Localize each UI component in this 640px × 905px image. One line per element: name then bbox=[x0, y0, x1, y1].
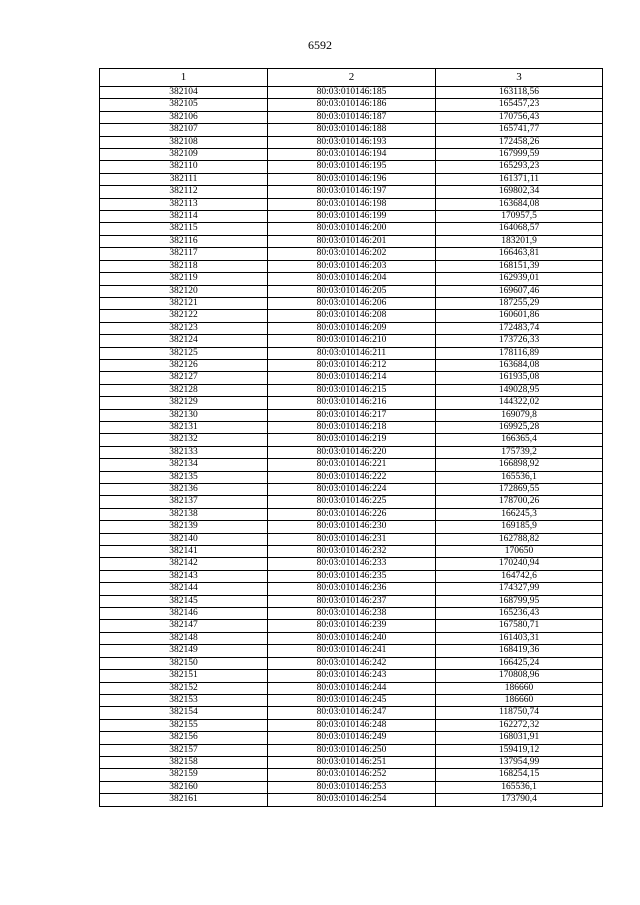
cell-cadastral-number: 80:03:010146:239 bbox=[268, 620, 436, 632]
table-row bbox=[100, 372, 603, 384]
cell-cadastral-number: 80:03:010146:214 bbox=[268, 372, 436, 384]
cell-cadastral-number: 80:03:010146:212 bbox=[268, 359, 436, 371]
table-body bbox=[100, 87, 603, 807]
table-row bbox=[100, 484, 603, 496]
cell-record-number: 382147 bbox=[100, 620, 268, 632]
table-row bbox=[100, 508, 603, 520]
cell-cadastral-number: 80:03:010146:222 bbox=[268, 471, 436, 483]
cell-record-number: 382127 bbox=[100, 372, 268, 384]
cell-value: 161371,11 bbox=[436, 173, 603, 185]
cell-value: 137954,99 bbox=[436, 756, 603, 768]
cell-value: 166898,92 bbox=[436, 459, 603, 471]
cell-cadastral-number: 80:03:010146:249 bbox=[268, 732, 436, 744]
cell-value: 168799,95 bbox=[436, 595, 603, 607]
cell-cadastral-number: 80:03:010146:236 bbox=[268, 583, 436, 595]
cell-record-number: 382161 bbox=[100, 794, 268, 806]
table-row bbox=[100, 111, 603, 123]
table-row bbox=[100, 632, 603, 644]
cell-cadastral-number: 80:03:010146:220 bbox=[268, 446, 436, 458]
cell-cadastral-number: 80:03:010146:206 bbox=[268, 297, 436, 309]
cell-record-number: 382107 bbox=[100, 124, 268, 136]
cell-cadastral-number: 80:03:010146:216 bbox=[268, 397, 436, 409]
cell-record-number: 382150 bbox=[100, 657, 268, 669]
cell-cadastral-number: 80:03:010146:225 bbox=[268, 496, 436, 508]
cell-record-number: 382105 bbox=[100, 99, 268, 111]
cell-value: 169802,34 bbox=[436, 186, 603, 198]
cell-cadastral-number: 80:03:010146:215 bbox=[268, 384, 436, 396]
table-row bbox=[100, 645, 603, 657]
cell-value: 173726,33 bbox=[436, 335, 603, 347]
cell-record-number: 382138 bbox=[100, 508, 268, 520]
cell-record-number: 382158 bbox=[100, 756, 268, 768]
cell-record-number: 382129 bbox=[100, 397, 268, 409]
cell-record-number: 382141 bbox=[100, 546, 268, 558]
cell-value: 163684,08 bbox=[436, 359, 603, 371]
cell-record-number: 382143 bbox=[100, 570, 268, 582]
cell-cadastral-number: 80:03:010146:237 bbox=[268, 595, 436, 607]
table-row bbox=[100, 409, 603, 421]
cell-cadastral-number: 80:03:010146:196 bbox=[268, 173, 436, 185]
cell-value: 172483,74 bbox=[436, 322, 603, 334]
cell-cadastral-number: 80:03:010146:211 bbox=[268, 347, 436, 359]
cell-cadastral-number: 80:03:010146:248 bbox=[268, 719, 436, 731]
cell-record-number: 382157 bbox=[100, 744, 268, 756]
cell-value: 178700,26 bbox=[436, 496, 603, 508]
column-header-2: 2 bbox=[268, 69, 436, 87]
table-row bbox=[100, 235, 603, 247]
table-row bbox=[100, 583, 603, 595]
table-row bbox=[100, 546, 603, 558]
cell-record-number: 382140 bbox=[100, 533, 268, 545]
cell-cadastral-number: 80:03:010146:185 bbox=[268, 87, 436, 99]
cell-record-number: 382148 bbox=[100, 632, 268, 644]
cell-record-number: 382160 bbox=[100, 781, 268, 793]
table-row bbox=[100, 347, 603, 359]
header-row bbox=[100, 69, 603, 87]
cell-cadastral-number: 80:03:010146:251 bbox=[268, 756, 436, 768]
cell-cadastral-number: 80:03:010146:233 bbox=[268, 558, 436, 570]
table-row bbox=[100, 297, 603, 309]
cell-value: 166245,3 bbox=[436, 508, 603, 520]
cell-value: 165741,77 bbox=[436, 124, 603, 136]
table-row bbox=[100, 211, 603, 223]
table-row bbox=[100, 781, 603, 793]
table-row bbox=[100, 459, 603, 471]
table-row bbox=[100, 248, 603, 260]
cell-cadastral-number: 80:03:010146:202 bbox=[268, 248, 436, 260]
cell-value: 166365,4 bbox=[436, 434, 603, 446]
cell-value: 167580,71 bbox=[436, 620, 603, 632]
cell-record-number: 382125 bbox=[100, 347, 268, 359]
cell-record-number: 382149 bbox=[100, 645, 268, 657]
cell-value: 162939,01 bbox=[436, 273, 603, 285]
cell-cadastral-number: 80:03:010146:242 bbox=[268, 657, 436, 669]
cell-record-number: 382146 bbox=[100, 608, 268, 620]
table-row bbox=[100, 359, 603, 371]
cell-value: 169079,8 bbox=[436, 409, 603, 421]
cell-record-number: 382117 bbox=[100, 248, 268, 260]
cell-record-number: 382130 bbox=[100, 409, 268, 421]
cell-cadastral-number: 80:03:010146:197 bbox=[268, 186, 436, 198]
cell-record-number: 382123 bbox=[100, 322, 268, 334]
cell-cadastral-number: 80:03:010146:241 bbox=[268, 645, 436, 657]
cell-cadastral-number: 80:03:010146:187 bbox=[268, 111, 436, 123]
cell-cadastral-number: 80:03:010146:198 bbox=[268, 198, 436, 210]
cell-value: 167999,59 bbox=[436, 149, 603, 161]
cell-record-number: 382156 bbox=[100, 732, 268, 744]
cell-value: 159419,12 bbox=[436, 744, 603, 756]
cell-record-number: 382114 bbox=[100, 211, 268, 223]
cell-cadastral-number: 80:03:010146:203 bbox=[268, 260, 436, 272]
cell-record-number: 382139 bbox=[100, 521, 268, 533]
cell-value: 186660 bbox=[436, 694, 603, 706]
cell-value: 170756,43 bbox=[436, 111, 603, 123]
cell-value: 165536,1 bbox=[436, 781, 603, 793]
cell-record-number: 382126 bbox=[100, 359, 268, 371]
cell-record-number: 382155 bbox=[100, 719, 268, 731]
cell-value: 165293,23 bbox=[436, 161, 603, 173]
table-row bbox=[100, 682, 603, 694]
cell-record-number: 382152 bbox=[100, 682, 268, 694]
cell-cadastral-number: 80:03:010146:210 bbox=[268, 335, 436, 347]
cell-cadastral-number: 80:03:010146:195 bbox=[268, 161, 436, 173]
cell-value: 161935,08 bbox=[436, 372, 603, 384]
cell-value: 118750,74 bbox=[436, 707, 603, 719]
cell-record-number: 382134 bbox=[100, 459, 268, 471]
cell-record-number: 382136 bbox=[100, 484, 268, 496]
cell-record-number: 382104 bbox=[100, 87, 268, 99]
table-row bbox=[100, 99, 603, 111]
cell-record-number: 382131 bbox=[100, 421, 268, 433]
table-row bbox=[100, 620, 603, 632]
cell-record-number: 382120 bbox=[100, 285, 268, 297]
cell-cadastral-number: 80:03:010146:204 bbox=[268, 273, 436, 285]
table-row bbox=[100, 260, 603, 272]
column-header-1: 1 bbox=[100, 69, 268, 87]
cell-record-number: 382128 bbox=[100, 384, 268, 396]
cell-record-number: 382135 bbox=[100, 471, 268, 483]
cell-record-number: 382122 bbox=[100, 310, 268, 322]
table-row bbox=[100, 744, 603, 756]
cell-record-number: 382116 bbox=[100, 235, 268, 247]
cell-cadastral-number: 80:03:010146:247 bbox=[268, 707, 436, 719]
cell-cadastral-number: 80:03:010146:201 bbox=[268, 235, 436, 247]
table-row bbox=[100, 732, 603, 744]
cell-value: 169185,9 bbox=[436, 521, 603, 533]
cell-cadastral-number: 80:03:010146:235 bbox=[268, 570, 436, 582]
cell-cadastral-number: 80:03:010146:193 bbox=[268, 136, 436, 148]
cell-record-number: 382153 bbox=[100, 694, 268, 706]
cell-value: 187255,29 bbox=[436, 297, 603, 309]
cell-value: 164742,6 bbox=[436, 570, 603, 582]
cell-record-number: 382145 bbox=[100, 595, 268, 607]
table-row bbox=[100, 794, 603, 806]
cell-value: 169607,46 bbox=[436, 285, 603, 297]
table-row bbox=[100, 434, 603, 446]
cell-value: 166463,81 bbox=[436, 248, 603, 260]
cell-cadastral-number: 80:03:010146:194 bbox=[268, 149, 436, 161]
cell-value: 163684,08 bbox=[436, 198, 603, 210]
table-row bbox=[100, 719, 603, 731]
table-row bbox=[100, 446, 603, 458]
cell-cadastral-number: 80:03:010146:226 bbox=[268, 508, 436, 520]
cell-value: 178116,89 bbox=[436, 347, 603, 359]
table-row bbox=[100, 595, 603, 607]
cell-cadastral-number: 80:03:010146:218 bbox=[268, 421, 436, 433]
cell-cadastral-number: 80:03:010146:205 bbox=[268, 285, 436, 297]
data-table bbox=[99, 68, 603, 807]
cell-record-number: 382154 bbox=[100, 707, 268, 719]
table-row bbox=[100, 335, 603, 347]
cell-record-number: 382124 bbox=[100, 335, 268, 347]
table-row bbox=[100, 657, 603, 669]
cell-record-number: 382115 bbox=[100, 223, 268, 235]
table-row bbox=[100, 471, 603, 483]
table-row bbox=[100, 707, 603, 719]
table-row bbox=[100, 285, 603, 297]
cell-record-number: 382106 bbox=[100, 111, 268, 123]
cell-record-number: 382133 bbox=[100, 446, 268, 458]
cell-record-number: 382144 bbox=[100, 583, 268, 595]
cell-record-number: 382132 bbox=[100, 434, 268, 446]
table-row bbox=[100, 533, 603, 545]
cell-value: 164068,57 bbox=[436, 223, 603, 235]
page-number: 6592 bbox=[308, 38, 332, 52]
cell-cadastral-number: 80:03:010146:208 bbox=[268, 310, 436, 322]
cell-value: 162272,32 bbox=[436, 719, 603, 731]
cell-value: 172458,26 bbox=[436, 136, 603, 148]
cell-cadastral-number: 80:03:010146:230 bbox=[268, 521, 436, 533]
table-row bbox=[100, 322, 603, 334]
table-row bbox=[100, 198, 603, 210]
cell-cadastral-number: 80:03:010146:209 bbox=[268, 322, 436, 334]
table-row bbox=[100, 670, 603, 682]
table-row bbox=[100, 173, 603, 185]
table-row bbox=[100, 310, 603, 322]
cell-value: 186660 bbox=[436, 682, 603, 694]
cell-cadastral-number: 80:03:010146:238 bbox=[268, 608, 436, 620]
cell-record-number: 382118 bbox=[100, 260, 268, 272]
table-row bbox=[100, 608, 603, 620]
cell-value: 168419,36 bbox=[436, 645, 603, 657]
cell-record-number: 382112 bbox=[100, 186, 268, 198]
cell-value: 149028,95 bbox=[436, 384, 603, 396]
cell-cadastral-number: 80:03:010146:221 bbox=[268, 459, 436, 471]
cell-record-number: 382137 bbox=[100, 496, 268, 508]
cell-cadastral-number: 80:03:010146:245 bbox=[268, 694, 436, 706]
cell-record-number: 382119 bbox=[100, 273, 268, 285]
cell-value: 165236,43 bbox=[436, 608, 603, 620]
table-row bbox=[100, 397, 603, 409]
cell-cadastral-number: 80:03:010146:217 bbox=[268, 409, 436, 421]
cell-value: 170650 bbox=[436, 546, 603, 558]
table-row bbox=[100, 558, 603, 570]
cell-value: 162788,82 bbox=[436, 533, 603, 545]
cell-cadastral-number: 80:03:010146:232 bbox=[268, 546, 436, 558]
cell-cadastral-number: 80:03:010146:240 bbox=[268, 632, 436, 644]
table-row bbox=[100, 273, 603, 285]
table-row bbox=[100, 136, 603, 148]
cell-value: 174327,99 bbox=[436, 583, 603, 595]
cell-value: 175739,2 bbox=[436, 446, 603, 458]
cell-value: 166425,24 bbox=[436, 657, 603, 669]
cell-record-number: 382109 bbox=[100, 149, 268, 161]
table-row bbox=[100, 756, 603, 768]
cell-record-number: 382113 bbox=[100, 198, 268, 210]
cell-record-number: 382108 bbox=[100, 136, 268, 148]
cell-value: 165457,23 bbox=[436, 99, 603, 111]
cell-record-number: 382121 bbox=[100, 297, 268, 309]
cell-cadastral-number: 80:03:010146:243 bbox=[268, 670, 436, 682]
cell-value: 168151,39 bbox=[436, 260, 603, 272]
cell-cadastral-number: 80:03:010146:244 bbox=[268, 682, 436, 694]
cell-cadastral-number: 80:03:010146:231 bbox=[268, 533, 436, 545]
cell-value: 160601,86 bbox=[436, 310, 603, 322]
cell-value: 161403,31 bbox=[436, 632, 603, 644]
cell-value: 163118,56 bbox=[436, 87, 603, 99]
cell-cadastral-number: 80:03:010146:253 bbox=[268, 781, 436, 793]
cell-cadastral-number: 80:03:010146:188 bbox=[268, 124, 436, 136]
table-row bbox=[100, 87, 603, 99]
cell-value: 168031,91 bbox=[436, 732, 603, 744]
table-row bbox=[100, 161, 603, 173]
cell-cadastral-number: 80:03:010146:252 bbox=[268, 769, 436, 781]
cell-cadastral-number: 80:03:010146:250 bbox=[268, 744, 436, 756]
cell-value: 165536,1 bbox=[436, 471, 603, 483]
table-row bbox=[100, 421, 603, 433]
table-row bbox=[100, 694, 603, 706]
cell-value: 169925,28 bbox=[436, 421, 603, 433]
table-row bbox=[100, 769, 603, 781]
cell-value: 183201,9 bbox=[436, 235, 603, 247]
cell-record-number: 382111 bbox=[100, 173, 268, 185]
cell-value: 172869,55 bbox=[436, 484, 603, 496]
cell-cadastral-number: 80:03:010146:219 bbox=[268, 434, 436, 446]
table-row bbox=[100, 149, 603, 161]
table-row bbox=[100, 521, 603, 533]
cell-record-number: 382159 bbox=[100, 769, 268, 781]
cell-cadastral-number: 80:03:010146:200 bbox=[268, 223, 436, 235]
column-header-3: 3 bbox=[436, 69, 603, 87]
cell-cadastral-number: 80:03:010146:254 bbox=[268, 794, 436, 806]
cell-value: 170957,5 bbox=[436, 211, 603, 223]
cell-value: 144322,02 bbox=[436, 397, 603, 409]
cell-value: 170808,96 bbox=[436, 670, 603, 682]
table-row bbox=[100, 186, 603, 198]
table-row bbox=[100, 570, 603, 582]
cell-value: 173790,4 bbox=[436, 794, 603, 806]
cell-cadastral-number: 80:03:010146:199 bbox=[268, 211, 436, 223]
table-row bbox=[100, 496, 603, 508]
cell-record-number: 382110 bbox=[100, 161, 268, 173]
cell-cadastral-number: 80:03:010146:224 bbox=[268, 484, 436, 496]
table-row bbox=[100, 124, 603, 136]
cell-record-number: 382142 bbox=[100, 558, 268, 570]
table-row bbox=[100, 223, 603, 235]
cell-value: 170240,94 bbox=[436, 558, 603, 570]
table-row bbox=[100, 384, 603, 396]
cell-record-number: 382151 bbox=[100, 670, 268, 682]
cell-value: 168254,15 bbox=[436, 769, 603, 781]
cell-cadastral-number: 80:03:010146:186 bbox=[268, 99, 436, 111]
